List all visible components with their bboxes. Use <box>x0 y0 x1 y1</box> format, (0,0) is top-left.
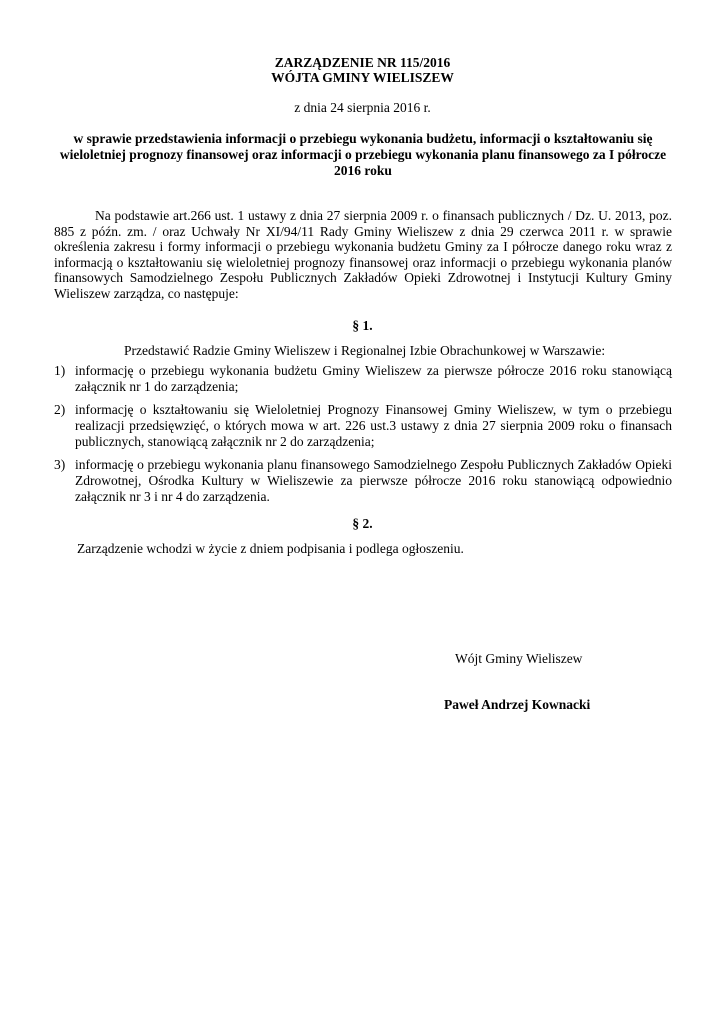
list-item <box>54 457 672 505</box>
signatory-name: Paweł Andrzej Kownacki <box>444 697 591 712</box>
list-item-number: 1) <box>54 363 66 378</box>
list-item <box>54 402 672 450</box>
list-item <box>54 363 672 395</box>
list-item-text: informację o przebiegu wykonania planu finansowego Samodzielnego Zespołu Publicznych Zakładów Opieki Zdrowotnej, Ośrodka Kultury w Wieliszewie za pierwsze półrocze 2016 roku stanowiącą odpowiednio załącznik nr 3 i nr 4 do zarządzenia. <box>75 457 672 504</box>
section-2-text: Zarządzenie wchodzi w życie z dniem podpisania i podlega ogłoszeniu. <box>77 541 464 556</box>
document-subject: w sprawie przedstawienia informacji o przebiegu wykonania budżetu, informacji o kształtowaniu się wieloletniej prognozy finansowej oraz informacji o przebiegu wykonania planu finansowego za I półrocze 2016 roku <box>59 131 667 178</box>
legal-basis-paragraph: Na podstawie art.266 ust. 1 ustawy z dnia 27 sierpnia 2009 r. o finansach publicznych / Dz. U. 2013, poz. 885 z późn. zm. / oraz Uchwały Nr XI/94/11 Rady Gminy Wieliszew z dnia 29 czerwca 2011 r. w sprawie określenia zakresu i formy informacji o przebiegu wykonania budżetu Gminy za I półrocze danego roku wraz z informacją o kształtowaniu się wieloletniej prognozy finansowej oraz informacji o przebiegu wykonania planów finansowych Samodzielnego Zespołu Publicznych Zakładów Opieki Zdrowotnej i Instytucji Kultury Gminy Wieliszew zarządza, co następuje: <box>54 208 672 301</box>
title-line-1: ZARZĄDZENIE NR 115/2016 <box>274 55 451 70</box>
section-1-list <box>54 363 672 512</box>
document-title <box>60 55 665 85</box>
list-item-number: 3) <box>54 457 66 472</box>
list-item-text: informację o kształtowaniu się Wieloletniej Prognozy Finansowej Gminy Wieliszew, w tym o przebiegu realizacji przedsięwzięć, o których mowa w art. 226 ust.3 ustawy z dnia 27 sierpnia 2009 roku o finansach publicznych, stanowiącą załącznik nr 2 do zarządzenia; <box>75 402 672 449</box>
section-1-lead: Przedstawić Radzie Gminy Wieliszew i Regionalnej Izbie Obrachunkowej w Warszawie: <box>124 343 606 358</box>
signatory-role: Wójt Gminy Wieliszew <box>455 651 583 666</box>
section-1-heading: § 1. <box>352 318 373 333</box>
title-line-2: WÓJTA GMINY WIELISZEW <box>271 70 454 85</box>
list-item-text: informację o przebiegu wykonania budżetu Gminy Wieliszew za pierwsze półrocze 2016 roku stanowiącą załącznik nr 1 do zarządzenia; <box>75 363 672 394</box>
section-2-heading: § 2. <box>352 516 373 531</box>
document-date: z dnia 24 sierpnia 2016 r. <box>294 100 431 115</box>
list-item-number: 2) <box>54 402 66 417</box>
